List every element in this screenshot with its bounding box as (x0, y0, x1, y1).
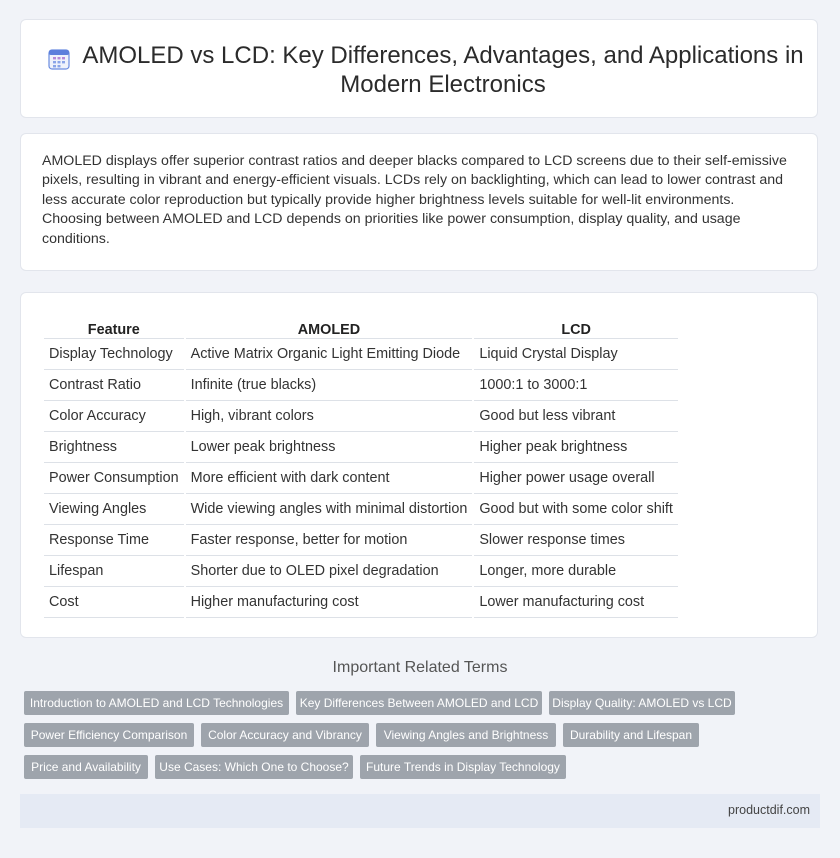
cell-lcd: Lower manufacturing cost (474, 587, 678, 618)
cell-amoled: Infinite (true blacks) (186, 370, 473, 401)
related-term-tag[interactable]: Key Differences Between AMOLED and LCD (296, 691, 542, 715)
cell-feature: Lifespan (44, 556, 184, 587)
cell-lcd: Good but less vibrant (474, 401, 678, 432)
related-term-tag[interactable]: Display Quality: AMOLED vs LCD (549, 691, 735, 715)
cell-feature: Cost (44, 587, 184, 618)
cell-lcd: Longer, more durable (474, 556, 678, 587)
cell-amoled: High, vibrant colors (186, 401, 473, 432)
cell-amoled: Wide viewing angles with minimal distortion (186, 494, 473, 525)
cell-feature: Color Accuracy (44, 401, 184, 432)
cell-lcd: Higher peak brightness (474, 432, 678, 463)
cell-feature: Contrast Ratio (44, 370, 184, 401)
related-terms-heading: Important Related Terms (332, 659, 508, 676)
intro-paragraph: AMOLED displays offer superior contrast ratios and deeper blacks compared to LCD screens due to their self-emissive pixels, resulting in vibrant and energy-efficient visuals. LCDs rely on backlighting, which can lead to lower contrast and less accurate color reproduction but typically provide higher brightness levels suitable for well-lit environments. Choosing between AMOLED and LCD depends on priorities like power consumption, display quality, and usage conditions. (42, 153, 787, 247)
related-term-tag[interactable]: Future Trends in Display Technology (360, 755, 566, 779)
cell-lcd: Good but with some color shift (474, 494, 678, 525)
comparison-table (42, 313, 680, 618)
table-row (44, 587, 678, 618)
related-term-tag[interactable]: Power Efficiency Comparison (24, 723, 194, 747)
title-card (20, 19, 818, 118)
table-row (44, 525, 678, 556)
calendar-icon (48, 48, 70, 70)
table-row (44, 339, 678, 370)
related-term-tag[interactable]: Durability and Lifespan (563, 723, 699, 747)
page-title: AMOLED vs LCD: Key Differences, Advantages, and Applications in Modern Electronics (82, 42, 804, 98)
table-row (44, 494, 678, 525)
cell-feature: Display Technology (44, 339, 184, 370)
cell-feature: Power Consumption (44, 463, 184, 494)
cell-lcd: Higher power usage overall (474, 463, 678, 494)
cell-feature: Response Time (44, 525, 184, 556)
cell-amoled: Faster response, better for motion (186, 525, 473, 556)
header-lcd: LCD (474, 313, 678, 339)
table-row (44, 556, 678, 587)
table-header-row (44, 313, 678, 339)
related-term-tag[interactable]: Color Accuracy and Vibrancy (201, 723, 369, 747)
related-term-tag[interactable]: Use Cases: Which One to Choose? (155, 755, 353, 779)
table-row (44, 370, 678, 401)
table-row (44, 463, 678, 494)
table-body (44, 339, 678, 618)
table-row (44, 432, 678, 463)
cell-amoled: Higher manufacturing cost (186, 587, 473, 618)
cell-amoled: Shorter due to OLED pixel degradation (186, 556, 473, 587)
footer (20, 794, 820, 828)
header-amoled: AMOLED (186, 313, 473, 339)
header-feature: Feature (44, 313, 184, 339)
related-term-tag[interactable]: Introduction to AMOLED and LCD Technologies (24, 691, 289, 715)
cell-lcd: Slower response times (474, 525, 678, 556)
cell-lcd: 1000:1 to 3000:1 (474, 370, 678, 401)
related-term-tag[interactable]: Viewing Angles and Brightness (376, 723, 556, 747)
cell-feature: Viewing Angles (44, 494, 184, 525)
cell-amoled: Active Matrix Organic Light Emitting Diode (186, 339, 473, 370)
related-term-tag[interactable]: Price and Availability (24, 755, 148, 779)
cell-lcd: Liquid Crystal Display (474, 339, 678, 370)
cell-amoled: Lower peak brightness (186, 432, 473, 463)
comparison-card (20, 292, 818, 638)
footer-site-name: productdif.com (728, 803, 810, 817)
table-row (44, 401, 678, 432)
intro-card (20, 133, 818, 271)
cell-amoled: More efficient with dark content (186, 463, 473, 494)
cell-feature: Brightness (44, 432, 184, 463)
